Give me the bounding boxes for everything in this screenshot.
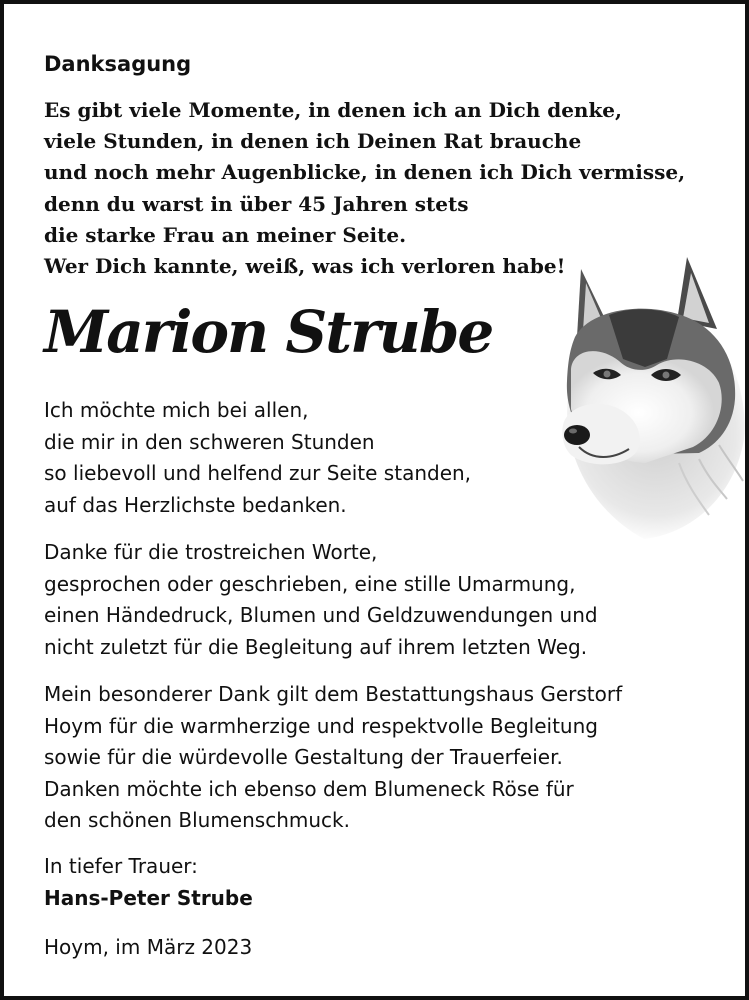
text-line: Hoym für die warmherzige und respektvolle Begleitung xyxy=(44,713,598,738)
deceased-name: Marion Strube xyxy=(44,298,493,366)
place-date: Hoym, im März 2023 xyxy=(44,935,253,959)
heading: Danksagung xyxy=(44,52,192,76)
poem-line: die starke Frau an meiner Seite. xyxy=(44,222,407,247)
closing-phrase: In tiefer Trauer: xyxy=(44,854,198,878)
text-line: Ich möchte mich bei allen, xyxy=(44,398,309,422)
text-line: die mir in den schweren Stunden xyxy=(44,429,375,454)
text-line: einen Händedruck, Blumen und Geldzuwendungen und xyxy=(44,603,598,627)
text-line: gesprochen oder geschrieben, eine stille Umarmung, xyxy=(44,571,576,596)
thanks-paragraph xyxy=(44,395,471,521)
text-line: so liebevoll und helfend zur Seite standen, xyxy=(44,461,472,485)
special-thanks-paragraph xyxy=(44,679,622,837)
closing-block xyxy=(44,851,253,914)
text-line: sowie für die würdevolle Gestaltung der Trauerfeier. xyxy=(44,745,563,769)
text-line: nicht zuletzt für die Begleitung auf ihrem letzten Weg. xyxy=(44,634,588,659)
husky-dog-icon xyxy=(549,249,749,544)
signer-name: Hans-Peter Strube xyxy=(44,885,253,910)
poem-line: Es gibt viele Momente, in denen ich an Dich denke, xyxy=(44,98,622,122)
text-line: Mein besonderer Dank gilt dem Bestattungshaus Gerstorf xyxy=(44,682,623,706)
text-line: den schönen Blumenschmuck. xyxy=(44,808,350,832)
text-line: auf das Herzlichste bedanken. xyxy=(44,492,347,517)
gratitude-paragraph xyxy=(44,537,598,663)
poem-line: viele Stunden, in denen ich Deinen Rat brauche xyxy=(44,129,582,154)
poem-line: denn du warst in über 45 Jahren stets xyxy=(44,191,469,216)
text-line: Danke für die trostreichen Worte, xyxy=(44,540,378,564)
poem-line: Wer Dich kannte, weiß, was ich verloren habe! xyxy=(44,253,566,278)
text-line: Danken möchte ich ebenso dem Blumeneck Röse für xyxy=(44,776,574,801)
poem-line: und noch mehr Augenblicke, in denen ich Dich vermisse, xyxy=(44,160,686,185)
